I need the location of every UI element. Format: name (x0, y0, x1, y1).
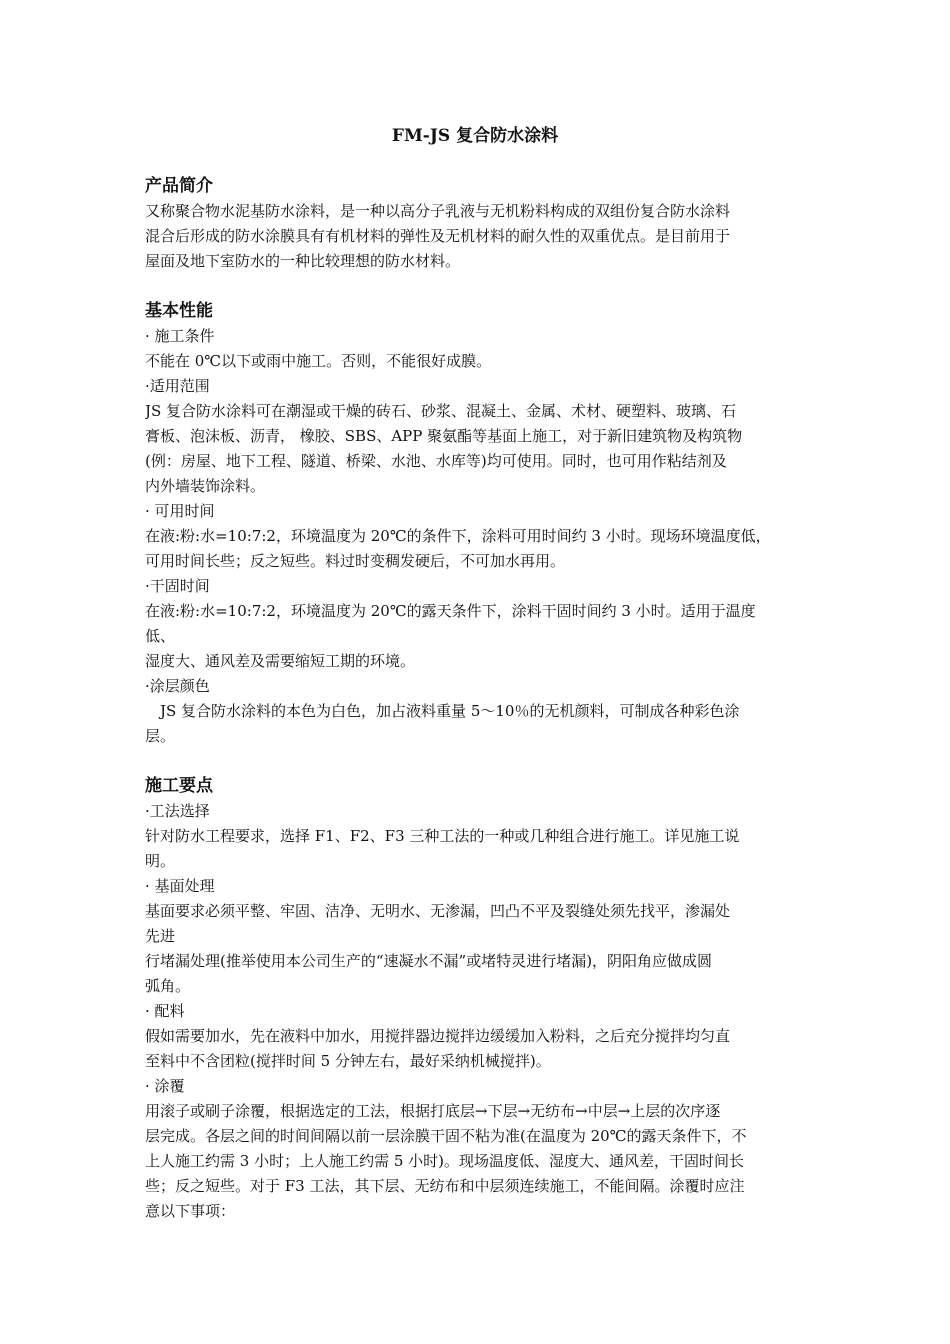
subheading-coating: · 涂覆 (145, 1077, 185, 1095)
section-basic-performance (145, 299, 825, 749)
paragraph-line: 弧角。 (145, 977, 191, 995)
paragraph-line: 至料中不含团粒(搅拌时间 5 分钟左右，最好采纳机械搅拌)。 (145, 1052, 551, 1070)
paragraph-line: 基面要求必须平整、牢固、洁净、无明水、无渗漏，凹凸不平及裂缝处须先找平，渗漏处 (145, 902, 731, 920)
paragraph-line: 针对防水工程要求，选择 F1、F2、F3 三种工法的一种或几种组合进行施工。详见施工说 (145, 827, 740, 845)
paragraph-line: 意以下事项： (145, 1202, 236, 1220)
paragraph-line: 可用时间长些；反之短些。料过时变稠发硬后，不可加水再用。 (145, 552, 566, 570)
section-spacer (145, 749, 825, 774)
paragraph-line: 假如需要加水，先在液料中加水，用搅拌器边搅拌边缓缓加入粉料，之后充分搅拌均匀直 (145, 1027, 731, 1045)
subheading-mixing: · 配料 (145, 1002, 185, 1020)
paragraph-line: 行堵漏处理(推举使用本公司生产的“速凝水不漏”或堵特灵进行堵漏)，阴阳角应做成圆 (145, 952, 713, 970)
subheading-method-selection: ·工法选择 (145, 802, 210, 820)
paragraph-line: 内外墙装饰涂料。 (145, 477, 266, 495)
paragraph-line: 不能在 0℃以下或雨中施工。否则，不能很好成膜。 (145, 352, 492, 370)
subheading-construction-conditions: · 施工条件 (145, 327, 215, 345)
section-spacer (145, 274, 825, 299)
subheading-application-scope: ·适用范围 (145, 377, 210, 395)
paragraph-line: 先进 (145, 927, 176, 945)
paragraph-line: 明。 (145, 852, 176, 870)
subheading-drying-time: ·干固时间 (145, 577, 210, 595)
paragraph-line: 在液:粉:水=10:7:2，环境温度为 20℃的条件下，涂料可用时间约 3 小时。现场环境温度低， (145, 527, 771, 545)
section-product-intro (145, 174, 825, 274)
paragraph-line: 混合后形成的防水涂膜具有有机材料的弹性及无机材料的耐久性的双重优点。是目前用于 (145, 227, 731, 245)
document-body (145, 174, 825, 1224)
paragraph-line: JS 复合防水涂料可在潮湿或干燥的砖石、砂浆、混凝土、金属、术材、硬塑料、玻璃、石 (145, 402, 737, 420)
subheading-usable-time: · 可用时间 (145, 502, 215, 520)
paragraph-line: 在液:粉:水=10:7:2，环境温度为 20℃的露天条件下，涂料干固时间约 3 小时。适用于温度 (145, 602, 756, 620)
document-title: FM-JS 复合防水涂料 (391, 126, 559, 146)
section-heading: 产品简介 (145, 176, 213, 196)
section-construction-points (145, 774, 825, 1224)
paragraph-line: 低、 (145, 627, 176, 645)
paragraph-line: 膏板、泡沫板、沥青， 橡胶、SBS、APP 聚氨酯等基面上施工，对于新旧建筑物及构筑物 (145, 427, 743, 445)
subheading-surface-treatment: · 基面处理 (145, 877, 215, 895)
paragraph-line: 用滚子或刷子涂覆，根据选定的工法，根据打底层→下层→无纺布→中层→上层的次序逐 (145, 1102, 721, 1120)
paragraph-line: 湿度大、通风差及需要缩短工期的环境。 (145, 652, 416, 670)
paragraph-line: 些；反之短些。对于 F3 工法，其下层、无纺布和中层须连续施工，不能间隔。涂覆时应注 (145, 1177, 745, 1195)
paragraph-line: 又称聚合物水泥基防水涂料，是一种以高分子乳液与无机粉料构成的双组份复合防水涂料 (145, 202, 731, 220)
paragraph-line: 屋面及地下室防水的一种比较理想的防水材料。 (145, 252, 461, 270)
paragraph-line: 层。 (145, 727, 176, 745)
paragraph-line: (例：房屋、地下工程、隧道、桥梁、水池、水库等)均可使用。同时，也可用作粘结剂及 (145, 452, 727, 470)
paragraph-line: JS 复合防水涂料的本色为白色，加占液料重量 5～10％的无机颜料，可制成各种彩色涂 (145, 702, 740, 720)
subheading-coating-color: ·涂层颜色 (145, 677, 210, 695)
paragraph-line: 上人施工约需 3 小时；上人施工约需 5 小时)。现场温度低、湿度大、通风差，干固时间长 (145, 1152, 745, 1170)
section-heading: 施工要点 (145, 776, 213, 796)
section-heading: 基本性能 (145, 301, 213, 321)
paragraph-line: 层完成。各层之间的时间间隔以前一层涂膜干固不粘为准(在温度为 20℃的露天条件下，不 (145, 1127, 747, 1145)
